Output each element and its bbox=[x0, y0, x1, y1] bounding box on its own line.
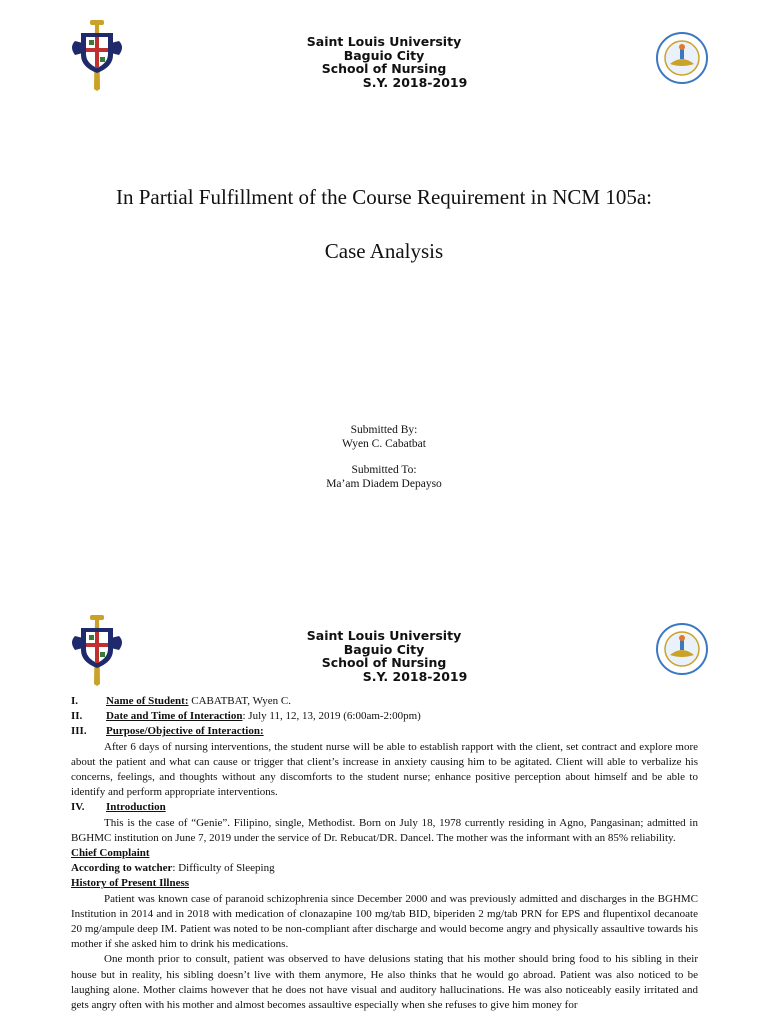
submitted-by-block bbox=[0, 423, 768, 451]
hpi-paragraph-2: One month prior to consult, patient was observed to have delusions stating that his mother should bring food to his sibling in their house but in reality, his sibling doesn’t live with them anymore, He also thinks that he would go abroad. Patient was also noticed to be laughing alone. Mother claims however that he does not have visual and auditory hallucinations. He was also noticeably easily irritated and gets angry often with his mother and almost becomes assaultive especially when she refuses to give him money for bbox=[71, 953, 698, 1012]
cover-title: In Partial Fulfillment of the Course Requirement in NCM 105a: bbox=[115, 185, 652, 209]
school-year: S.Y. 2018-2019 bbox=[362, 668, 468, 684]
section-label: Name of Student: bbox=[106, 695, 189, 707]
hpi-heading: History of Present Illness bbox=[71, 877, 190, 890]
university-name: Saint Louis University bbox=[306, 34, 462, 49]
section-number: I. bbox=[71, 695, 79, 707]
section-introduction bbox=[71, 800, 698, 815]
hpi-paragraph-1: Patient was known case of paranoid schizophrenia since December 2000 and was previously admitted and discharges in the BGHMC Institution in 2014 and in 2018 with medication of clonazapine 100 mg/tab BID, biperiden 2 mg/tab PRN for EPS and flupentixol decanoate 20 mg/ampule deep IM. Patient was noted to be non-compliant after discharge and would become angry and physically assaultive towards his mother if she asked him to drink his medications. bbox=[71, 892, 698, 951]
submitted-by-name: Wyen C. Cabatbat bbox=[342, 438, 426, 450]
section-number: II. bbox=[71, 710, 83, 723]
school-name: School of Nursing bbox=[321, 61, 447, 77]
submitted-to-block bbox=[0, 463, 768, 491]
section-label: Date and Time of Interaction bbox=[106, 710, 243, 723]
introduction-paragraph: This is the case of “Genie”. Filipino, single, Methodist. Born on July 18, 1978 currently residing in Agno, Pangasinan; admitted in BGHMC institution on June 7, 2019 under the service of Dr. Rebucat/DR. Dancel. The mother was the informant with an 85% reliability. bbox=[71, 816, 698, 844]
watcher-value: : Difficulty of Sleeping bbox=[172, 862, 275, 875]
university-name: Saint Louis University bbox=[306, 628, 462, 643]
city-name: Baguio City bbox=[343, 47, 425, 63]
section-number: III. bbox=[71, 725, 87, 738]
section-student-name bbox=[71, 694, 698, 709]
student-name-value: CABATBAT, Wyen C. bbox=[188, 695, 292, 707]
school-year: S.Y. 2018-2019 bbox=[362, 74, 468, 90]
cover-subtitle: Case Analysis bbox=[324, 239, 444, 263]
date-time-value: : July 11, 12, 13, 2019 (6:00am-2:00pm) bbox=[242, 710, 421, 723]
section-purpose bbox=[71, 724, 698, 739]
page1-header bbox=[0, 35, 768, 89]
submitted-by-label: Submitted By: bbox=[350, 424, 418, 436]
watcher-line bbox=[71, 861, 698, 876]
purpose-paragraph: After 6 days of nursing interventions, the student nurse will be able to establish rapport with the client, set contract and explore more about the patient and what can cause or trigger that client’s increase in anxiety causing him to be agitated. Client will able to verbalize his concerns, feelings, and thoughts without any discomforts to the student nurse; enhance positive perception about himself and be able to identify and perform appropriate interventions. bbox=[71, 740, 698, 799]
section-number: IV. bbox=[71, 801, 85, 814]
city-name: Baguio City bbox=[343, 641, 425, 657]
submitted-to-name: Ma’am Diadem Depayso bbox=[326, 478, 442, 490]
school-name: School of Nursing bbox=[321, 655, 447, 671]
section-date-time bbox=[71, 709, 698, 724]
page2-header bbox=[0, 629, 768, 683]
case-body bbox=[71, 694, 698, 1013]
chief-complaint-heading: Chief Complaint bbox=[71, 847, 150, 860]
section-label: Introduction bbox=[106, 801, 166, 814]
submitted-to-label: Submitted To: bbox=[351, 464, 417, 476]
watcher-label: According to watcher bbox=[71, 862, 173, 875]
section-label: Purpose/Objective of Interaction: bbox=[106, 725, 264, 738]
content-page bbox=[0, 600, 768, 1024]
